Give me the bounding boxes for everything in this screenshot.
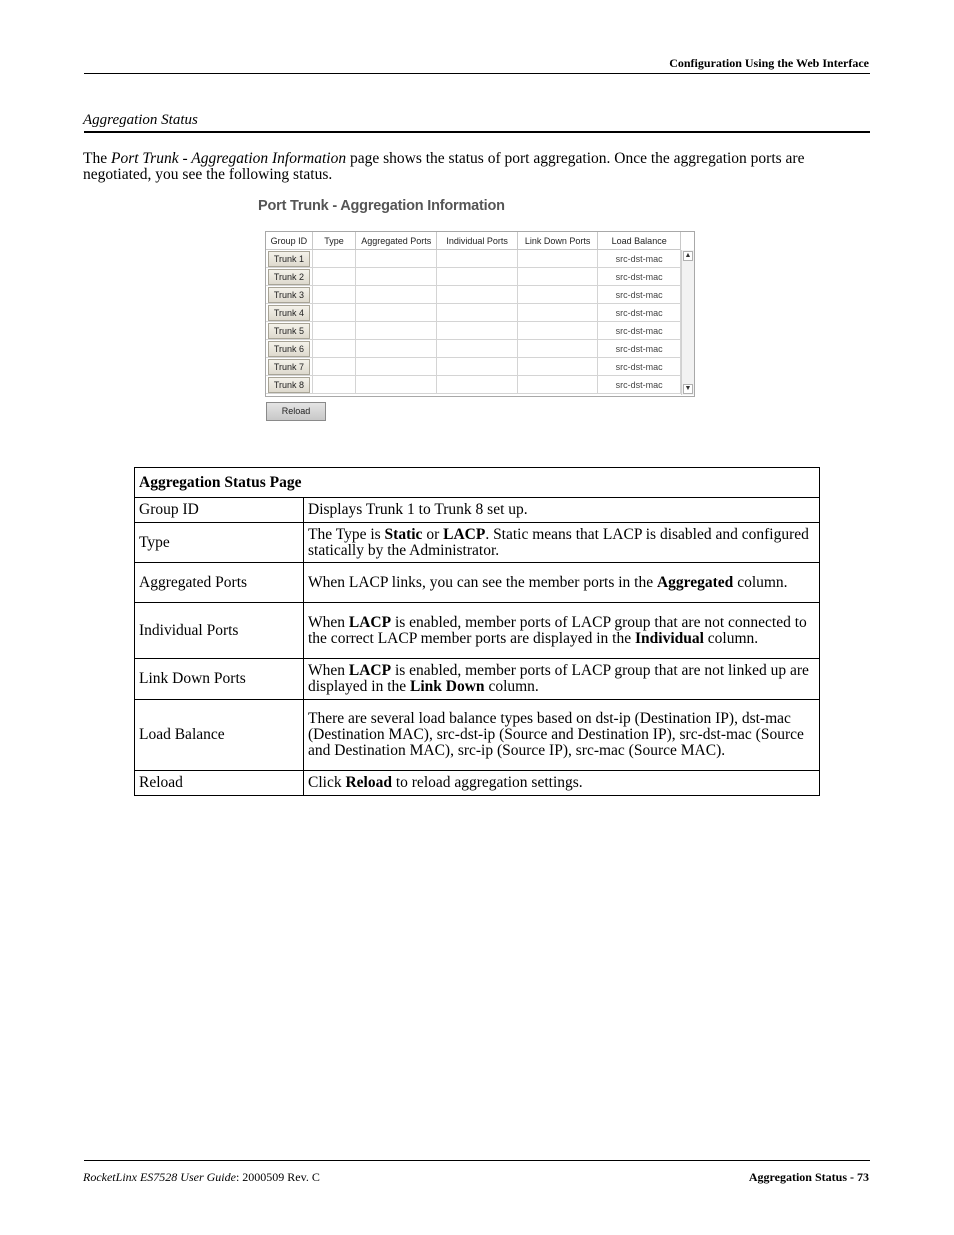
- empty-cell: [356, 304, 437, 322]
- group-id-cell: [266, 340, 312, 358]
- empty-cell: [312, 304, 355, 322]
- description-text: is enabled, member ports of LACP group that are not linked up are displayed in the: [308, 662, 809, 695]
- group-id-cell: [266, 250, 312, 268]
- group-id-cell: [266, 376, 312, 394]
- description-row: [135, 563, 820, 603]
- grid-row: [266, 358, 681, 376]
- grid-row: [266, 286, 681, 304]
- section-rule: [84, 131, 870, 133]
- load-balance-cell: src-dst-mac: [598, 304, 681, 322]
- description-text: is enabled, member ports of LACP group that are not connected to the correct LACP member ports are displayed in the: [308, 613, 807, 647]
- grid-row: [266, 250, 681, 268]
- empty-cell: [356, 340, 437, 358]
- load-balance-cell: src-dst-mac: [598, 286, 681, 304]
- grid-column-header: Link Down Ports: [518, 232, 598, 250]
- running-header: Configuration Using the Web Interface: [669, 56, 869, 70]
- group-id-cell: [266, 268, 312, 286]
- description-text: When: [308, 613, 349, 631]
- field-name: Type: [135, 523, 304, 563]
- empty-cell: [518, 340, 598, 358]
- description-text: There are several load balance types based on dst-ip (Destination IP), dst-mac (Destination MAC), src-dst-ip (Source and Destination IP), src-dst-mac (Source and Destination MAC), src-ip (Source IP), src-mac (Source MAC).: [308, 710, 804, 759]
- aggregation-table: [266, 232, 681, 394]
- description-row: [135, 498, 820, 523]
- field-name: Individual Ports: [135, 603, 304, 659]
- description-text: column.: [484, 678, 539, 695]
- intro-text-before: The: [83, 150, 111, 167]
- load-balance-cell: src-dst-mac: [598, 250, 681, 268]
- field-description: [304, 771, 820, 796]
- aggregation-grid: [265, 231, 695, 397]
- grid-row: [266, 304, 681, 322]
- screenshot-title: Port Trunk - Aggregation Information: [258, 198, 505, 214]
- load-balance-cell: src-dst-mac: [598, 268, 681, 286]
- description-text: or: [422, 525, 444, 543]
- empty-cell: [356, 322, 437, 340]
- empty-cell: [518, 268, 598, 286]
- grid-header-row: [266, 232, 681, 250]
- empty-cell: [312, 286, 355, 304]
- bold-term: Individual: [634, 629, 704, 647]
- field-description: [304, 700, 820, 771]
- grid-row: [266, 322, 681, 340]
- load-balance-cell: src-dst-mac: [598, 358, 681, 376]
- empty-cell: [312, 376, 355, 394]
- description-text: Displays Trunk 1 to Trunk 8 set up.: [308, 501, 528, 518]
- field-name: Reload: [135, 771, 304, 796]
- empty-cell: [356, 358, 437, 376]
- trunk-button[interactable]: Trunk 6: [268, 341, 310, 357]
- empty-cell: [356, 286, 437, 304]
- intro-paragraph: [83, 151, 873, 183]
- grid-row: [266, 340, 681, 358]
- empty-cell: [518, 304, 598, 322]
- field-name: Link Down Ports: [135, 659, 304, 700]
- grid-column-header: Aggregated Ports: [356, 232, 437, 250]
- empty-cell: [437, 376, 518, 394]
- description-row: [135, 659, 820, 700]
- scroll-down-icon[interactable]: ▼: [684, 385, 692, 392]
- description-table-title: Aggregation Status Page: [135, 468, 820, 498]
- group-id-cell: [266, 322, 312, 340]
- load-balance-cell: src-dst-mac: [598, 340, 681, 358]
- description-table: [134, 467, 820, 796]
- section-title: Aggregation Status: [83, 112, 198, 128]
- trunk-button[interactable]: Trunk 8: [268, 377, 310, 393]
- description-text: When: [308, 662, 349, 679]
- grid-column-header: Individual Ports: [437, 232, 518, 250]
- description-text: to reload aggregation settings.: [391, 774, 583, 791]
- bold-term: LACP: [348, 662, 392, 679]
- trunk-button[interactable]: Trunk 7: [268, 359, 310, 375]
- bold-term: LACP: [443, 525, 486, 543]
- group-id-cell: [266, 286, 312, 304]
- bold-term: Aggregated: [656, 573, 734, 591]
- empty-cell: [356, 268, 437, 286]
- trunk-button[interactable]: Trunk 1: [268, 251, 310, 267]
- bold-term: Static: [384, 525, 423, 543]
- empty-cell: [437, 304, 518, 322]
- trunk-button[interactable]: Trunk 4: [268, 305, 310, 321]
- description-text: column.: [703, 629, 759, 647]
- field-description: [304, 523, 820, 563]
- description-text: . Static means that LACP is disabled and configured statically by the Administrator.: [308, 525, 809, 559]
- field-name: Group ID: [135, 498, 304, 523]
- header-rule: [84, 73, 870, 74]
- grid-column-header: Load Balance: [598, 232, 681, 250]
- empty-cell: [437, 340, 518, 358]
- bold-term: Link Down: [410, 678, 485, 695]
- intro-text-after: page shows the status of port aggregation. Once the aggregation ports are negotiated, you see the following status.: [83, 150, 805, 183]
- reload-button[interactable]: Reload: [266, 402, 326, 421]
- grid-body: [266, 250, 681, 394]
- group-id-cell: [266, 358, 312, 376]
- field-name: Aggregated Ports: [135, 563, 304, 603]
- field-description: [304, 498, 820, 523]
- empty-cell: [518, 250, 598, 268]
- empty-cell: [356, 250, 437, 268]
- field-description: [304, 603, 820, 659]
- empty-cell: [518, 286, 598, 304]
- description-row: [135, 603, 820, 659]
- footer-left: [83, 1170, 320, 1185]
- empty-cell: [312, 358, 355, 376]
- grid-column-header: Group ID: [266, 232, 312, 250]
- scroll-up-icon[interactable]: ▲: [684, 252, 692, 259]
- empty-cell: [356, 376, 437, 394]
- empty-cell: [437, 358, 518, 376]
- empty-cell: [437, 250, 518, 268]
- footer-rule: [84, 1160, 870, 1161]
- footer-product: RocketLinx ES7528 User Guide: [83, 1170, 236, 1184]
- description-row: [135, 523, 820, 563]
- description-text: When LACP links, you can see the member ports in the: [308, 573, 657, 591]
- empty-cell: [312, 250, 355, 268]
- description-table-header: [135, 468, 820, 498]
- footer-doc-ref: : 2000509 Rev. C: [235, 1170, 320, 1184]
- empty-cell: [312, 268, 355, 286]
- empty-cell: [437, 286, 518, 304]
- group-id-cell: [266, 304, 312, 322]
- empty-cell: [437, 268, 518, 286]
- description-row: [135, 771, 820, 796]
- footer-page-label: Aggregation Status - 73: [748, 1170, 869, 1184]
- field-description: [304, 659, 820, 700]
- load-balance-cell: src-dst-mac: [598, 322, 681, 340]
- empty-cell: [312, 322, 355, 340]
- grid-column-header: Type: [312, 232, 355, 250]
- field-name: Load Balance: [135, 700, 304, 771]
- bold-term: Reload: [345, 774, 392, 791]
- trunk-button[interactable]: Trunk 3: [268, 287, 310, 303]
- empty-cell: [312, 340, 355, 358]
- empty-cell: [437, 322, 518, 340]
- load-balance-cell: src-dst-mac: [598, 376, 681, 394]
- empty-cell: [518, 322, 598, 340]
- description-text: The Type is: [308, 525, 385, 543]
- description-row: [135, 700, 820, 771]
- trunk-button[interactable]: Trunk 2: [268, 269, 310, 285]
- empty-cell: [518, 376, 598, 394]
- grid-row: [266, 268, 681, 286]
- description-text: Click: [308, 774, 346, 791]
- empty-cell: [518, 358, 598, 376]
- intro-page-name: Port Trunk - Aggregation Information: [110, 150, 347, 167]
- grid-scrollbar[interactable]: [681, 250, 694, 395]
- grid-row: [266, 376, 681, 394]
- trunk-button[interactable]: Trunk 5: [268, 323, 310, 339]
- description-text: column.: [733, 573, 788, 591]
- bold-term: LACP: [348, 613, 392, 631]
- field-description: [304, 563, 820, 603]
